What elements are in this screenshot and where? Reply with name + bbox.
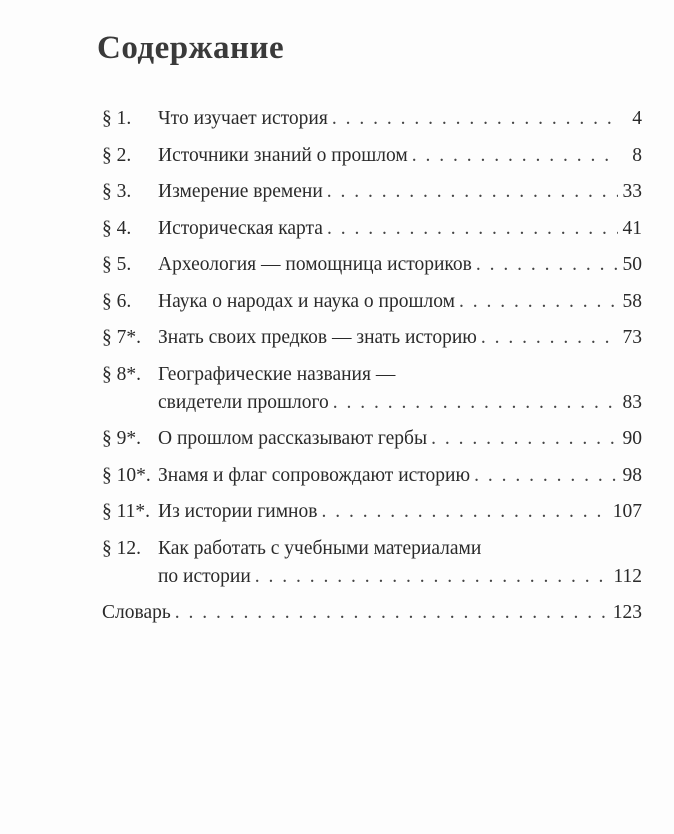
toc-entry-number: § 10*. (102, 464, 151, 486)
toc-entry-body (158, 462, 642, 490)
toc-entry[interactable] (102, 178, 642, 206)
toc-entry-page-number: 123 (612, 602, 642, 623)
toc-entry-page-number: 8 (632, 144, 642, 166)
toc-entry-number: § 3. (102, 181, 132, 202)
toc-entry-number: § 12. (102, 537, 141, 559)
toc-entry-page-number: 98 (622, 464, 642, 486)
dot-leader (333, 389, 618, 417)
toc-entry[interactable] (102, 288, 642, 316)
dot-leader (327, 215, 618, 243)
toc-entry-number: § 11*. (102, 501, 151, 522)
toc-entry-number: § 1. (102, 108, 132, 129)
toc-entry[interactable] (102, 142, 642, 170)
toc-entry-title: Археология — помощница историков (158, 254, 472, 275)
toc-entry-body (158, 105, 642, 133)
dot-leader (474, 462, 618, 490)
toc-entry-title: Географические названия — (158, 363, 396, 385)
toc-entry[interactable] (102, 498, 642, 526)
dot-leader (175, 599, 609, 627)
toc-entry-body (158, 215, 642, 243)
toc-entry-body (158, 498, 642, 526)
toc-entry-page-number: 41 (622, 217, 642, 239)
toc-entry-line (158, 251, 642, 279)
toc-entry-title: Наука о народах и наука о прошлом (158, 290, 455, 312)
dot-leader (476, 251, 618, 279)
toc-entry-title: свидетели прошлого (158, 391, 329, 413)
toc-entry-line (158, 389, 642, 417)
toc-entry-number: § 9*. (102, 428, 141, 449)
dot-leader (481, 324, 618, 352)
toc-entry[interactable] (102, 599, 642, 627)
toc-entry[interactable] (102, 215, 642, 243)
toc-entry-line (158, 563, 642, 591)
toc-entry-number: § 7*. (102, 327, 141, 348)
toc-entry-line (158, 105, 642, 133)
toc-entry-body (158, 288, 642, 316)
toc-entry-number: § 2. (102, 144, 132, 166)
toc-entry-title: Из истории гимнов (158, 501, 318, 522)
toc-entry-number: § 4. (102, 217, 132, 239)
toc-entry-line (158, 498, 642, 526)
toc-entry-title: Знамя и флаг сопровождают историю (158, 464, 471, 486)
toc-entry-title: Источники знаний о прошлом (158, 144, 408, 166)
toc-entry[interactable] (102, 462, 642, 490)
toc-entry-page-number: 50 (622, 254, 642, 275)
toc-entry[interactable] (102, 425, 642, 453)
toc-entry-title: Измерение времени (158, 181, 323, 202)
toc-entry-page-number: 73 (622, 327, 642, 348)
toc-entry-number: § 8*. (102, 363, 141, 385)
toc-entry-body (158, 361, 642, 417)
toc-entry-line (158, 462, 642, 490)
dot-leader (255, 563, 610, 591)
toc-entry-line (102, 599, 642, 627)
table-of-contents (102, 105, 642, 636)
toc-entry-title: Знать своих предков — знать историю (158, 327, 477, 348)
dot-leader (431, 425, 618, 453)
toc-entry-line (158, 361, 642, 389)
toc-entry-body (158, 178, 642, 206)
toc-entry[interactable] (102, 105, 642, 133)
toc-entry-number: § 6. (102, 290, 132, 312)
toc-entry-line (158, 324, 642, 352)
toc-entry-page-number: 4 (632, 108, 642, 129)
toc-entry-line (158, 215, 642, 243)
toc-entry-page-number: 58 (622, 290, 642, 312)
toc-entry-title: по истории (158, 565, 251, 587)
dot-leader (412, 142, 618, 170)
page-title: Содержание (97, 30, 285, 66)
toc-entry[interactable] (102, 361, 642, 417)
toc-entry-line (158, 142, 642, 170)
toc-entry-line (158, 425, 642, 453)
toc-entry-body (158, 142, 642, 170)
toc-entry-line (158, 288, 642, 316)
toc-entry-body (158, 535, 642, 591)
toc-entry-page-number: 112 (613, 565, 642, 587)
toc-entry[interactable] (102, 251, 642, 279)
toc-entry-body (102, 599, 642, 627)
toc-entry-title: Историческая карта (158, 217, 323, 239)
toc-entry-page-number: 83 (622, 391, 642, 413)
dot-leader (332, 105, 618, 133)
toc-entry-number: § 5. (102, 254, 132, 275)
toc-entry-body (158, 251, 642, 279)
toc-entry-title: Что изучает история (158, 108, 328, 129)
toc-entry[interactable] (102, 535, 642, 591)
dot-leader (321, 498, 608, 526)
toc-entry-title: О прошлом рассказывают гербы (158, 428, 428, 449)
toc-entry[interactable] (102, 324, 642, 352)
dot-leader (459, 288, 618, 316)
toc-entry-line (158, 178, 642, 206)
toc-entry-line (158, 535, 642, 563)
toc-entry-page-number: 33 (622, 181, 642, 202)
dot-leader (327, 178, 618, 206)
toc-entry-page-number: 107 (612, 501, 642, 522)
toc-entry-body (158, 425, 642, 453)
toc-entry-body (158, 324, 642, 352)
toc-entry-title: Словарь (102, 602, 171, 623)
toc-entry-page-number: 90 (622, 428, 642, 449)
toc-entry-title: Как работать с учебными материалами (158, 537, 482, 559)
